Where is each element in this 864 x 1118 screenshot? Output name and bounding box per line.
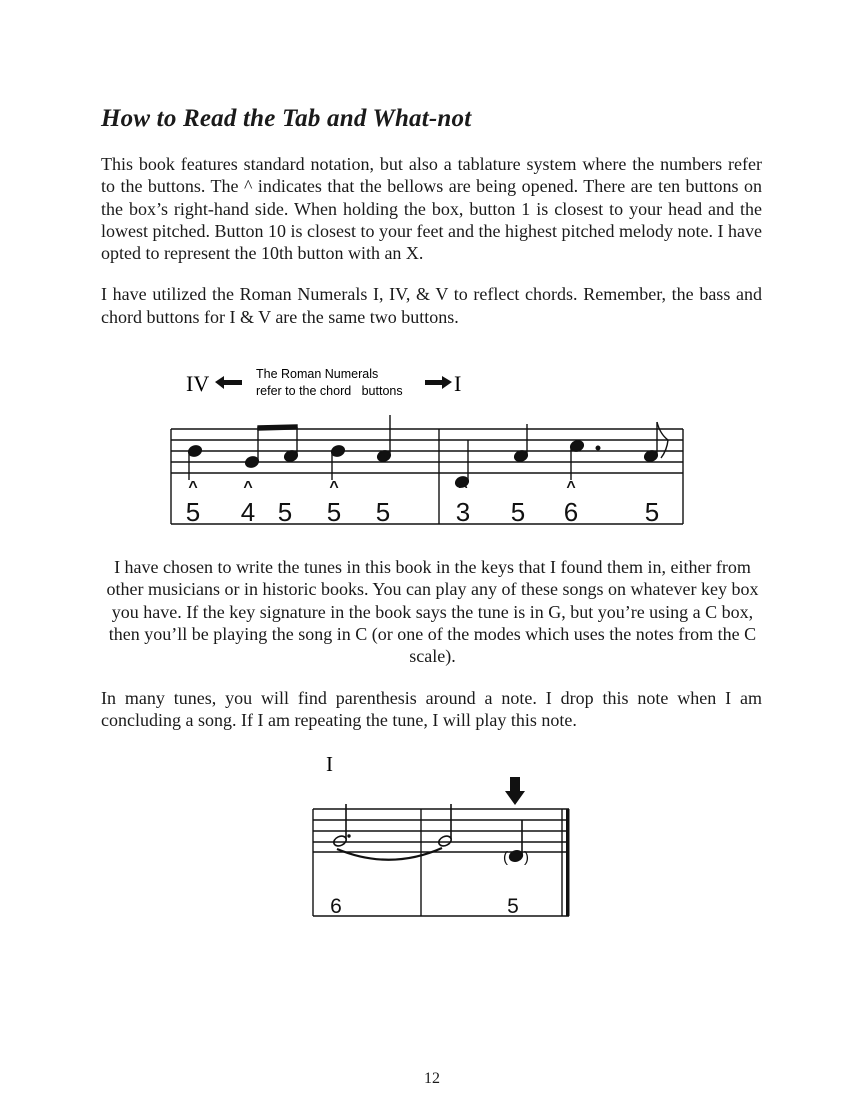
staff-1-tab bbox=[186, 497, 659, 527]
figure-chord-tab-example bbox=[160, 352, 710, 542]
arrow-down-icon bbox=[505, 777, 525, 805]
caret-icon: ^ bbox=[329, 479, 339, 497]
tab-number: 5 bbox=[326, 497, 342, 528]
arrow-left-icon bbox=[215, 376, 242, 389]
tab-number: 5 bbox=[375, 497, 391, 528]
tab-number: 5 bbox=[644, 497, 660, 528]
paragraph-keys: I have chosen to write the tunes in this book in the keys that I found them in, either from other musicians or in historic books. You can play any of these songs on whatever key box you have. If the key signature in the book says the tune is in G, but you’re using a C box, then you’ll be playing the song in C (or one of the modes which uses the notes from the C scale). bbox=[106, 557, 759, 667]
page-title: How to Read the Tab and What-not bbox=[101, 105, 472, 132]
tab-number: 6 bbox=[563, 497, 579, 528]
paragraph-roman-numerals: I have utilized the Roman Numerals I, IV, & V to reflect chords. Remember, the bass and chord buttons for I & V are the same two buttons. bbox=[101, 284, 762, 327]
legend-caption-line1: The Roman Numerals bbox=[256, 367, 379, 382]
caret-icon: ^ bbox=[458, 479, 468, 497]
chord-i-label: I bbox=[454, 371, 462, 397]
tab-number: 3 bbox=[455, 497, 471, 528]
chord-i-label: I bbox=[326, 752, 333, 777]
tab-number: 6 bbox=[330, 895, 342, 919]
tab-number: 5 bbox=[277, 497, 293, 528]
chord-legend bbox=[186, 367, 461, 398]
tab-number: 5 bbox=[507, 895, 519, 919]
tab-number: 5 bbox=[510, 497, 526, 528]
legend-caption-line2: refer to the chord buttons bbox=[256, 384, 403, 399]
tab-number: 5 bbox=[185, 497, 201, 528]
arrow-right-icon bbox=[425, 376, 452, 389]
figure-parenthesis-example bbox=[300, 745, 580, 925]
staff-2-tab bbox=[330, 895, 519, 918]
staff-2-notes bbox=[332, 804, 524, 863]
staff-2 bbox=[313, 809, 570, 919]
caret-icon: ^ bbox=[566, 479, 576, 497]
paragraph-parenthesis: In many tunes, you will find parenthesis around a note. I drop this note when I am concluding a song. If I am repeating the tune, I will play this note. bbox=[101, 687, 762, 730]
page-content bbox=[101, 104, 762, 925]
staff-1-notes bbox=[187, 415, 668, 489]
page-number: 12 bbox=[424, 1070, 440, 1087]
paren-open: ( bbox=[503, 849, 508, 867]
caret-icon: ^ bbox=[188, 479, 198, 497]
caret-icon: ^ bbox=[243, 479, 253, 497]
chord-iv-label: IV bbox=[186, 371, 210, 397]
tab-number: 4 bbox=[240, 497, 256, 528]
bellows-open-carets bbox=[188, 479, 575, 496]
paren-close: ) bbox=[524, 849, 529, 867]
paragraph-tablature: This book features standard notation, but also a tablature system where the numbers refer to the buttons. The ^ indicates that the bellows are being opened. There are ten buttons on the box’s right-hand side. When holding the box, button 1 is closest to your head and the lowest pitched. Button 10 is closest to your feet and the highest pitched melody note. I have opted to represent the 10th button with an X. bbox=[101, 154, 762, 264]
